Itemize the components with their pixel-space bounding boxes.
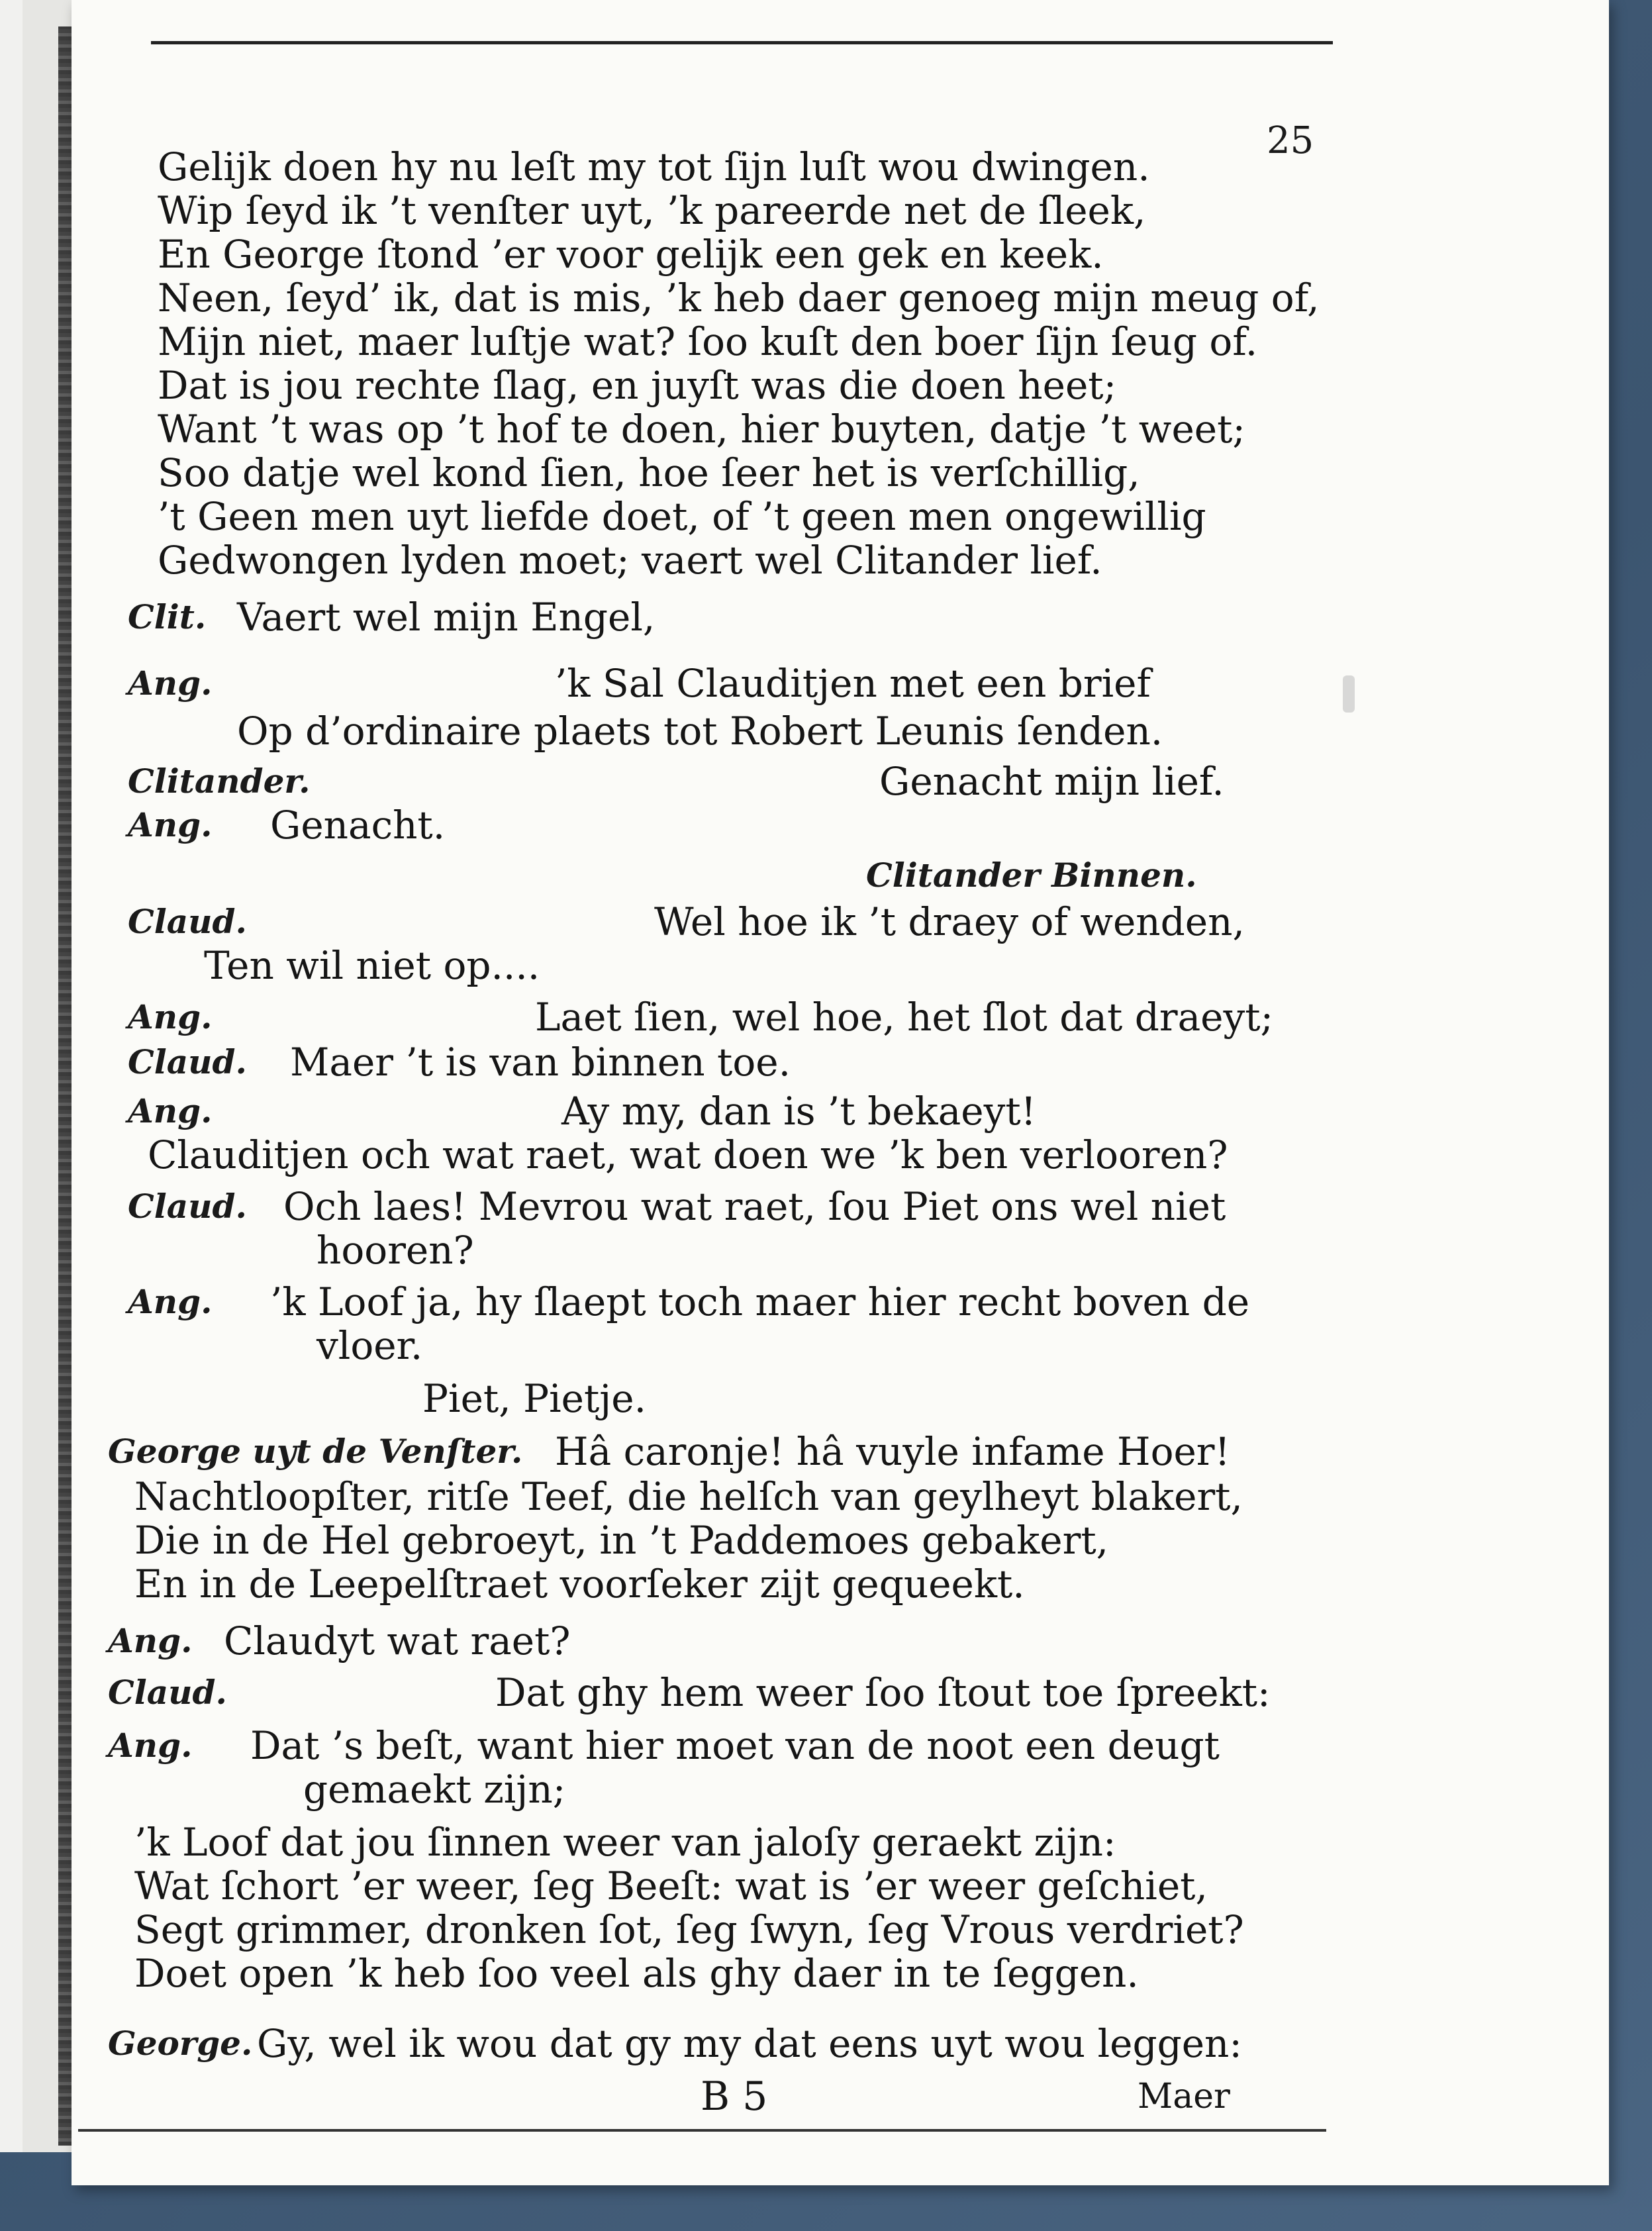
verse-line: Nachtloopſter, ritſe Teef, die helſch van geylheyt blakert, [134,1474,1243,1519]
speaker-label: Ang. [108,1726,193,1765]
verse-line: Ay my, dan is ’t bekaeyt! [561,1089,1036,1134]
signature-mark: B 5 [701,2073,768,2120]
verse-line: Dat ’s beſt, want hier moet van de noot een deugt [250,1723,1220,1768]
verse-line: Dat is jou rechte ſlag, en juyſt was die doen heet; [158,363,1117,408]
speaker-label: Ang. [128,997,213,1036]
speaker-label: George. [108,2024,253,2063]
verse-line: Want ’t was op ’t hof te doen, hier buyten, datje ’t weet; [158,407,1245,452]
verse-line: Neen, ſeyd’ ik, dat is mis, ’k heb daer genoeg mijn meug of, [158,275,1320,321]
verse-line: Ten wil niet op.... [204,943,540,988]
verse-line: Dat ghy hem weer ſoo ſtout toe ſpreekt: [495,1670,1271,1715]
verse-line: Die in de Hel gebroeyt, in ’t Paddemoes gebakert, [134,1518,1109,1563]
verse-line: ’k Loof dat jou ſinnen weer van jaloſy geraekt zijn: [134,1820,1116,1865]
verse-line: Doet open ’k heb ſoo veel als ghy daer in te ſeggen. [134,1951,1139,1996]
speaker-label: Claud. [108,1673,227,1712]
verse-line: Wel hoe ik ’t draey of wenden, [654,899,1245,944]
verse-line: gemaekt zijn; [303,1767,566,1812]
book-gutter [58,26,72,2146]
page-number: 25 [1267,119,1314,162]
verse-line: ’k Loof ja, hy ſlaept toch maer hier recht boven de [270,1279,1250,1324]
verse-line: Mijn niet, maer luſtje wat? ſoo kuſt den boer ſijn ſeug of. [158,319,1258,364]
speaker-label: Ang. [108,1621,193,1660]
top-rule [151,41,1333,44]
verse-line: Op d’ordinaire plaets tot Robert Leunis ſenden. [237,709,1163,754]
verse-line: Och laes! Mevrou wat raet, ſou Piet ons wel niet [283,1184,1226,1229]
speaker-label: Clit. [128,597,207,636]
verse-line: Hâ caronje! hâ vuyle infame Hoer! [555,1429,1230,1474]
facing-page-edge [0,0,23,2152]
speaker-label: Ang. [128,1091,213,1130]
verse-line: Gelijk doen hy nu leſt my tot ſijn luſt wou dwingen. [158,144,1150,189]
verse-line: Genacht. [270,803,446,848]
verse-line: Clauditjen och wat raet, wat doen we ’k ben verlooren? [148,1132,1228,1177]
speaker-label: Ang. [128,805,213,844]
verse-line: Gedwongen lyden moet; vaert wel Clitander lief. [158,538,1102,583]
speaker-label: Claud. [128,902,247,941]
verse-line: Piet, Pietje. [422,1376,647,1421]
verse-line: Wip ſeyd ik ’t venſter uyt, ’k pareerde net de ſleek, [158,188,1146,233]
speaker-label: Ang. [128,1282,213,1321]
verse-line: Vaert wel mijn Engel, [237,595,656,640]
verse-line: Wat ſchort ’er weer, ſeg Beeſt: wat is ’er weer geſchiet, [134,1863,1208,1909]
verse-line: vloer. [316,1323,423,1368]
verse-line: Claudyt wat raet? [224,1618,571,1663]
verse-line: Laet ſien, wel hoe, het ſlot dat draeyt; [535,995,1274,1040]
verse-line: Segt grimmer, dronken ſot, ſeg ſwyn, ſeg Vrous verdriet? [134,1907,1244,1952]
speaker-label: Ang. [128,664,213,703]
speaker-label: Claud. [128,1042,247,1081]
verse-line: hooren? [316,1228,474,1273]
bottom-rule [78,2129,1326,2132]
speaker-label: George uyt de Venſter. [108,1432,523,1471]
verse-line: Genacht mijn lief. [879,759,1224,804]
verse-line: En George ſtond ’er voor gelijk een gek en keek. [158,232,1104,277]
speaker-label: Clitander. [128,762,311,801]
stage-direction: Clitander Binnen. [866,856,1197,895]
catchword: Maer [1138,2077,1230,2116]
show-through-mark [1343,675,1355,713]
verse-line: Gy, wel ik wou dat gy my dat eens uyt wou leggen: [257,2021,1242,2066]
verse-line: Soo datje wel kond ſien, hoe ſeer het is verſchillig, [158,450,1140,495]
speaker-label: Claud. [128,1187,247,1226]
verse-line: ’t Geen men uyt liefde doet, of ’t geen men ongewillig [158,494,1206,539]
verse-line: En in de Leepelſtraet voorſeker zijt gequeekt. [134,1562,1025,1607]
book-page [72,0,1609,2185]
verse-line: Maer ’t is van binnen toe. [290,1040,791,1085]
verse-line: ’k Sal Clauditjen met een brief [555,661,1151,706]
